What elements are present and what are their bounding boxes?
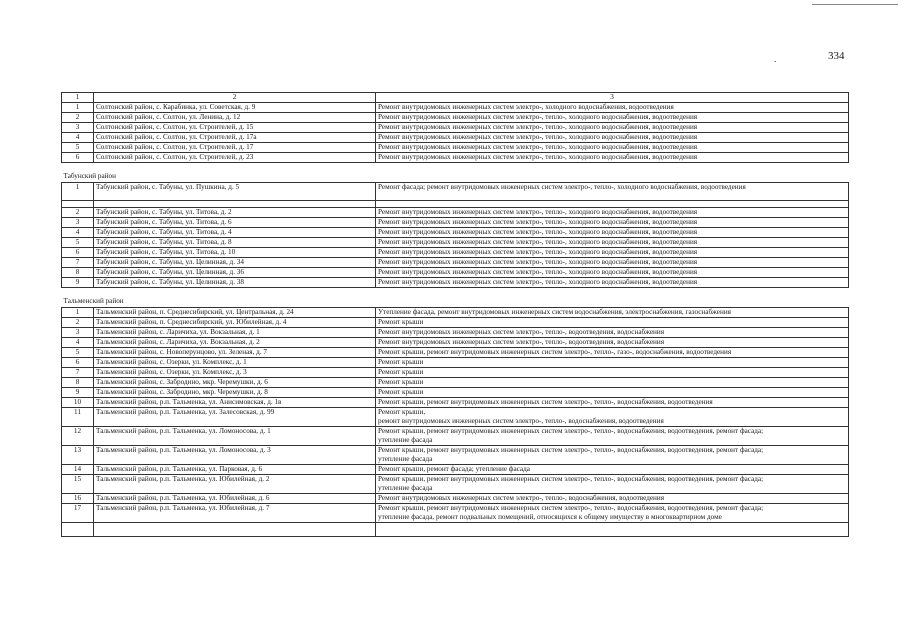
row-number: 9 [62, 278, 94, 288]
row-address: Солтонский район, с. Солтон, ул. Строителей, д. 23 [94, 153, 376, 163]
spacer-cell [94, 201, 376, 208]
row-number: 12 [62, 427, 94, 446]
row-number: 10 [62, 398, 94, 408]
row-number: 4 [62, 338, 94, 348]
table-row [62, 113, 849, 123]
repair-table-body [62, 93, 849, 537]
row-work-line: Ремонт внутридомовых инженерных систем электро-, тепло-, холодного водоснабжения, водоотведения [378, 248, 698, 256]
row-work [376, 258, 849, 268]
row-work-line: Ремонт крыши, ремонт внутридомовых инженерных систем электро-, тепло-, водоснабжения, водоотведения [378, 398, 713, 406]
row-number: 17 [62, 504, 94, 523]
row-work-line: Ремонт внутридомовых инженерных систем электро-, тепло-, холодного водоснабжения, водоотведения [378, 278, 698, 286]
row-address: Тальменский район, р.п. Тальменка, ул. Анисимовская, д. 1в [94, 398, 376, 408]
row-work-line: Ремонт фасада; ремонт внутридомовых инженерных систем электро-, тепло-, холодного водоснабжения, водоотведения [378, 183, 746, 191]
table-row [62, 228, 849, 238]
row-work [376, 183, 849, 201]
table-row [62, 268, 849, 278]
table-row [62, 248, 849, 258]
spacer-cell [376, 201, 849, 208]
row-work-line: Ремонт крыши [378, 368, 424, 376]
table-row [62, 358, 849, 368]
row-number: 13 [62, 446, 94, 465]
row-work-line: Ремонт крыши [378, 378, 424, 386]
row-work-line: Ремонт крыши, ремонт фасада; утепление фасада [378, 465, 530, 473]
trailing-empty-row [62, 523, 849, 537]
row-address: Тальменский район, с. Забродино, мкр. Черемушки, д. 6 [94, 378, 376, 388]
row-number: 8 [62, 268, 94, 278]
row-work [376, 278, 849, 288]
row-work-line: Ремонт внутридомовых инженерных систем электро-, тепло-, холодного водоснабжения, водоотведения [378, 218, 698, 226]
row-address: Тальменский район, п. Среднесибирский, ул. Центральная, д. 24 [94, 308, 376, 318]
row-work [376, 368, 849, 378]
row-address: Тальменский район, п. Среднесибирский, ул. Юбилейная, д. 4 [94, 318, 376, 328]
row-address: Тальменский район, с. Ларичиха, ул. Вокзальная, д. 2 [94, 338, 376, 348]
row-address: Тальменский район, р.п. Тальменка, ул. Юбилейная, д. 2 [94, 475, 376, 494]
row-work [376, 268, 849, 278]
spacer-row [62, 201, 849, 208]
section-title: Табунский район [62, 163, 849, 183]
row-work [376, 208, 849, 218]
row-work [376, 113, 849, 123]
row-work [376, 475, 849, 494]
table-row [62, 133, 849, 143]
row-work-line: Ремонт внутридомовых инженерных систем электро-, тепло-, водоснабжения, водоотведения [378, 494, 665, 502]
header-col-3: 3 [376, 93, 849, 103]
row-work-line: Ремонт крыши [378, 388, 424, 396]
empty-cell [94, 523, 376, 537]
row-number: 8 [62, 378, 94, 388]
table-row [62, 348, 849, 358]
row-number: 3 [62, 328, 94, 338]
row-number: 3 [62, 123, 94, 133]
row-work [376, 378, 849, 388]
row-number: 1 [62, 308, 94, 318]
row-address: Табунский район, с. Табуны, ул. Целинная, д. 38 [94, 278, 376, 288]
table-row [62, 143, 849, 153]
row-address: Табунский район, с. Табуны, ул. Титова, д. 10 [94, 248, 376, 258]
row-work [376, 218, 849, 228]
row-number: 15 [62, 475, 94, 494]
margin-dot: . [774, 54, 777, 64]
table-row [62, 504, 849, 523]
row-work [376, 103, 849, 113]
row-number: 1 [62, 103, 94, 113]
row-work-line-2: утепление фасада, ремонт подвальных помещений, относящихся к общему имуществу в многоквартирном доме [378, 513, 722, 521]
row-address: Солтонский район, с. Карабинка, ул. Советская, д. 9 [94, 103, 376, 113]
row-work [376, 446, 849, 465]
section-header-row [62, 288, 849, 308]
row-work [376, 143, 849, 153]
row-address: Тальменский район, р.п. Тальменка, ул. Залесовская, д. 99 [94, 408, 376, 427]
row-number: 5 [62, 348, 94, 358]
row-address: Солтонский район, с. Солтон, ул. Строителей, д. 15 [94, 123, 376, 133]
row-work-line: Утепление фасада, ремонт внутридомовых инженерных систем водоснабжения, электроснабжения, газоснабжения [378, 308, 731, 316]
row-address: Табунский район, с. Табуны, ул. Титова, д. 4 [94, 228, 376, 238]
row-work [376, 358, 849, 368]
row-work [376, 328, 849, 338]
table-row [62, 328, 849, 338]
row-work-line: Ремонт крыши [378, 318, 424, 326]
row-work-line: Ремонт крыши [378, 358, 424, 366]
row-number: 6 [62, 248, 94, 258]
table-row [62, 368, 849, 378]
row-work-line: Ремонт внутридомовых инженерных систем электро-, тепло-, холодного водоснабжения, водоотведения [378, 208, 698, 216]
table-row [62, 258, 849, 268]
row-number: 14 [62, 465, 94, 475]
row-work-line: Ремонт внутридомовых инженерных систем электро-, тепло-, холодного водоснабжения, водоотведения [378, 228, 698, 236]
table-row [62, 308, 849, 318]
row-address: Тальменский район, с. Ларичиха, ул. Вокзальная, д. 1 [94, 328, 376, 338]
row-work-line: Ремонт крыши, ремонт внутридомовых инженерных систем электро-, тепло-, водоснабжения, водоотведения, ремонт фасада; [378, 504, 764, 512]
table-row [62, 218, 849, 228]
row-work [376, 465, 849, 475]
row-work [376, 308, 849, 318]
table-row [62, 153, 849, 163]
header-col-1: 1 [62, 93, 94, 103]
row-work [376, 238, 849, 248]
row-work [376, 398, 849, 408]
empty-cell [62, 523, 94, 537]
table-row [62, 338, 849, 348]
row-address: Тальменский район, р.п. Тальменка, ул. Юбилейная, д. 6 [94, 494, 376, 504]
header-col-2: 2 [94, 93, 376, 103]
row-work-line: Ремонт крыши, ремонт внутридомовых инженерных систем электро-, тепло-, водоснабжения, водоотведения, ремонт фасада; [378, 427, 764, 435]
row-work-line: Ремонт внутридомовых инженерных систем электро-, тепло-, холодного водоснабжения, водоотведения [378, 123, 698, 131]
table-row [62, 278, 849, 288]
row-work [376, 318, 849, 328]
row-address: Табунский район, с. Табуны, ул. Титова, д. 2 [94, 208, 376, 218]
row-work [376, 494, 849, 504]
top-rule [812, 4, 898, 5]
table-row [62, 183, 849, 201]
row-address: Тальменский район, р.п. Тальменка, ул. Юбилейная, д. 7 [94, 504, 376, 523]
table-row [62, 408, 849, 427]
section-header-row [62, 163, 849, 183]
row-work-line: Ремонт внутридомовых инженерных систем электро-, тепло-, холодного водоснабжения, водоотведения [378, 258, 698, 266]
row-work-line: Ремонт внутридомовых инженерных систем электро-, тепло-, холодного водоснабжения, водоотведения [378, 143, 698, 151]
row-address: Тальменский район, с. Забродино, мкр. Черемушки, д. 8 [94, 388, 376, 398]
row-address: Табунский район, с. Табуны, ул. Целинная, д. 36 [94, 268, 376, 278]
row-work-line: Ремонт внутридомовых инженерных систем электро-, тепло-, холодного водоснабжения, водоотведения [378, 133, 698, 141]
table-header-row [62, 93, 849, 103]
row-work [376, 348, 849, 358]
table-row [62, 427, 849, 446]
row-work [376, 338, 849, 348]
row-work-line: Ремонт внутридомовых инженерных систем электро-, тепло-, холодного водоснабжения, водоотведения [378, 268, 698, 276]
row-work-line: Ремонт внутридомовых инженерных систем электро-, тепло-, холодного водоснабжения, водоотведения [378, 113, 698, 121]
row-work-line: Ремонт внутридомовых инженерных систем электро-, тепло-, холодного водоснабжения, водоотведения [378, 238, 698, 246]
table-row [62, 494, 849, 504]
row-work-line-2: ремонт внутридомовых инженерных систем электро-, тепло-, водоснабжения, водоотведения [378, 417, 664, 425]
row-number: 7 [62, 258, 94, 268]
row-work-line: Ремонт крыши, ремонт внутридомовых инженерных систем электро-, тепло-, водоснабжения, водоотведения, ремонт фасада; [378, 475, 764, 483]
table-row [62, 465, 849, 475]
row-address: Табунский район, с. Табуны, ул. Целинная, д. 34 [94, 258, 376, 268]
row-work [376, 248, 849, 258]
row-work-line: Ремонт крыши, [378, 408, 426, 416]
empty-cell [376, 523, 849, 537]
row-number: 2 [62, 208, 94, 218]
row-address: Тальменский район, р.п. Тальменка, ул. Парковая, д. 6 [94, 465, 376, 475]
table-row [62, 208, 849, 218]
row-number: 6 [62, 153, 94, 163]
row-work [376, 123, 849, 133]
row-address: Табунский район, с. Табуны, ул. Пушкина, д. 5 [94, 183, 376, 201]
row-number: 3 [62, 218, 94, 228]
row-number: 1 [62, 183, 94, 201]
table-row [62, 238, 849, 248]
row-work [376, 153, 849, 163]
row-work [376, 133, 849, 143]
row-work [376, 408, 849, 427]
row-address: Тальменский район, с. Озерки, ул. Комплекс, д. 1 [94, 358, 376, 368]
row-work-line: Ремонт внутридомовых инженерных систем электро-, тепло-, водоотведения, водоснабжения [378, 328, 665, 336]
row-number: 2 [62, 318, 94, 328]
table-row [62, 446, 849, 465]
row-number: 6 [62, 358, 94, 368]
table-row [62, 388, 849, 398]
section-title: Тальменский район [62, 288, 849, 308]
page-number: 334 [828, 50, 845, 62]
spacer-cell [62, 201, 94, 208]
row-work-line-2: утепление фасада [378, 455, 433, 463]
row-number: 7 [62, 368, 94, 378]
table-row [62, 103, 849, 113]
repair-table [61, 92, 849, 537]
row-work-line: Ремонт внутридомовых инженерных систем электро-, холодного водоснабжения, водоотведения [378, 103, 674, 111]
row-number: 4 [62, 133, 94, 143]
row-number: 9 [62, 388, 94, 398]
row-work [376, 228, 849, 238]
row-number: 5 [62, 238, 94, 248]
row-work [376, 504, 849, 523]
row-number: 11 [62, 408, 94, 427]
row-number: 4 [62, 228, 94, 238]
row-address: Тальменский район, с. Озерки, ул. Комплекс, д. 3 [94, 368, 376, 378]
row-work-line: Ремонт внутридомовых инженерных систем электро-, тепло-, водоотведения, водоснабжения [378, 338, 665, 346]
row-work-line: Ремонт крыши, ремонт внутридомовых инженерных систем электро-, тепло-, водоснабжения, водоотведения, ремонт фасада; [378, 446, 764, 454]
row-work-line: Ремонт крыши, ремонт внутридомовых инженерных систем электро-, тепло-, газо-, водоснабжения, водоотведения [378, 348, 732, 356]
row-address: Табунский район, с. Табуны, ул. Титова, д. 8 [94, 238, 376, 248]
row-address: Солтонский район, с. Солтон, ул. Строителей, д. 17а [94, 133, 376, 143]
table-row [62, 318, 849, 328]
row-work-line-2: утепление фасада [378, 436, 433, 444]
row-address: Тальменский район, с. Новоперунцово, ул. Зеленая, д. 7 [94, 348, 376, 358]
row-work [376, 427, 849, 446]
table-row [62, 378, 849, 388]
row-address: Солтонский район, с. Солтон, ул. Строителей, д. 17 [94, 143, 376, 153]
row-address: Солтонский район, с. Солтон, ул. Ленина, д. 12 [94, 113, 376, 123]
row-number: 2 [62, 113, 94, 123]
row-address: Тальменский район, р.п. Тальменка, ул. Ломоносова, д. 1 [94, 427, 376, 446]
row-work-line-2: утепление фасада [378, 484, 433, 492]
row-work [376, 388, 849, 398]
row-address: Тальменский район, р.п. Тальменка, ул. Ломоносова, д. 3 [94, 446, 376, 465]
table-row [62, 123, 849, 133]
table-row [62, 398, 849, 408]
row-address: Табунский район, с. Табуны, ул. Титова, д. 6 [94, 218, 376, 228]
row-work-line: Ремонт внутридомовых инженерных систем электро-, тепло-, холодного водоснабжения, водоотведения [378, 153, 698, 161]
row-number: 5 [62, 143, 94, 153]
table-row [62, 475, 849, 494]
row-number: 16 [62, 494, 94, 504]
